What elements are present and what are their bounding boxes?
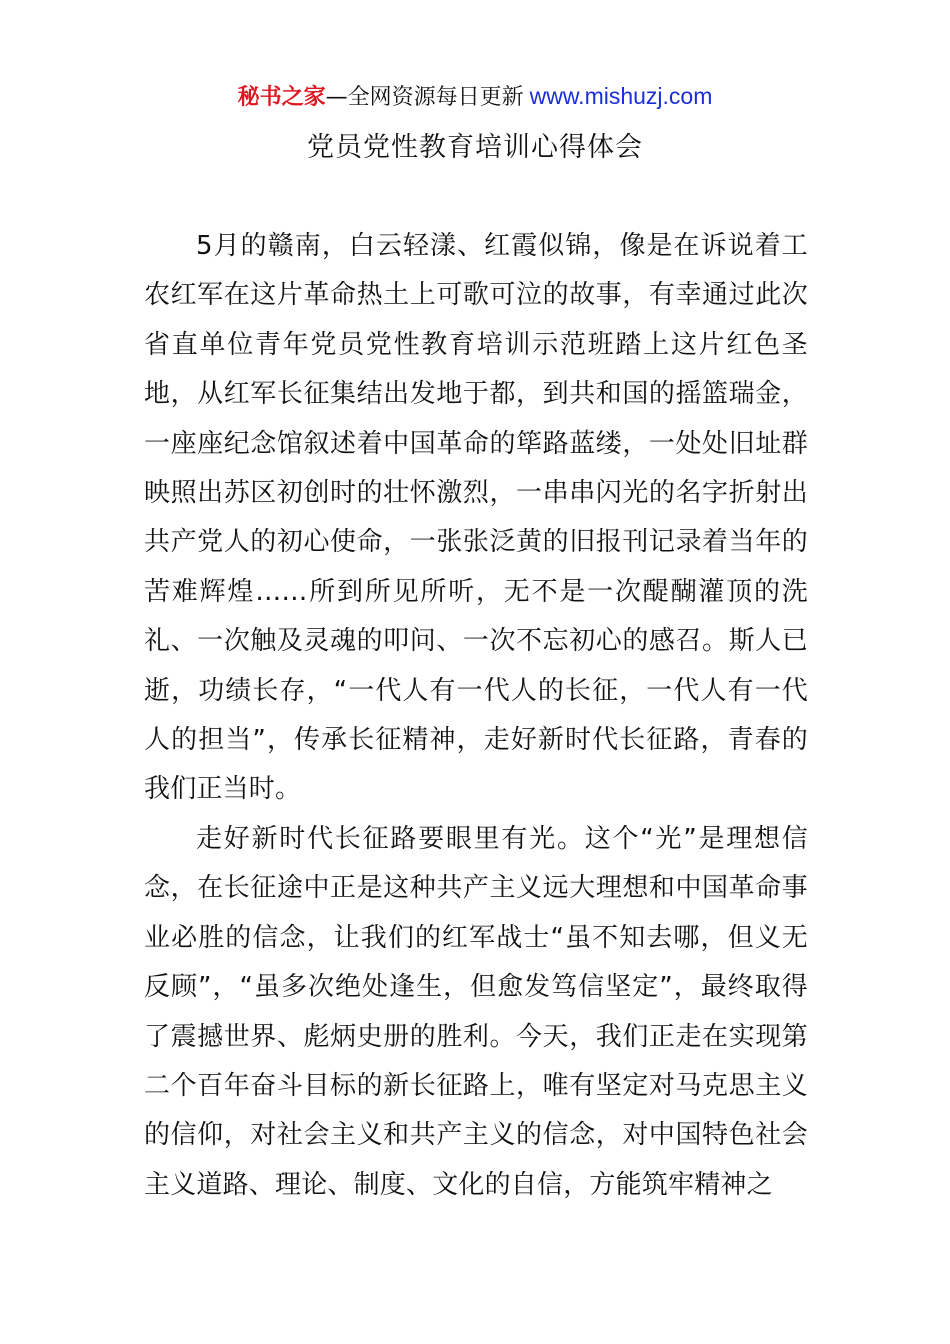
site-tagline: —全网资源每日更新 [325, 85, 524, 110]
document-body [144, 222, 808, 1210]
paragraph-1: 5月的赣南，白云轻漾、红霞似锦，像是在诉说着工农红军在这片革命热土上可歌可泣的故事，有幸通过此次省直单位青年党员党性教育培训示范班踏上这片红色圣地，从红军长征集结出发地于都，到共和国的摇篮瑞金，一座座纪念馆叙述着中国革命的筚路蓝缕，一处处旧址群映照出苏区初创时的壮怀激烈，一串串闪光的名字折射出共产党人的初心使命，一张张泛黄的旧报刊记录着当年的苦难辉煌……所到所见所听，无不是一次醍醐灌顶的洗礼、一次触及灵魂的叩问、一次不忘初心的感召。斯人已逝，功绩长存，“一代人有一代人的长征，一代人有一代人的担当”，传承长征精神，走好新时代长征路，青春的我们正当时。 [144, 231, 808, 805]
site-url-link[interactable]: www.mishuzj.com [529, 83, 713, 109]
document-title: 党员党性教育培训心得体会 [307, 132, 643, 163]
site-header [0, 80, 950, 114]
paragraph-2: 走好新时代长征路要眼里有光。这个“光”是理想信念，在长征途中正是这种共产主义远大理想和中国革命事业必胜的信念，让我们的红军战士“虽不知去哪，但义无反顾”，“虽多次绝处逢生，但愈发笃信坚定”，最终取得了震撼世界、彪炳史册的胜利。今天，我们正走在实现第二个百年奋斗目标的新长征路上，唯有坚定对马克思主义的信仰，对社会主义和共产主义的信念，对中国特色社会主义道路、理论、制度、文化的自信，方能筑牢精神之 [144, 823, 808, 1200]
site-brand: 秘书之家 [237, 85, 326, 110]
